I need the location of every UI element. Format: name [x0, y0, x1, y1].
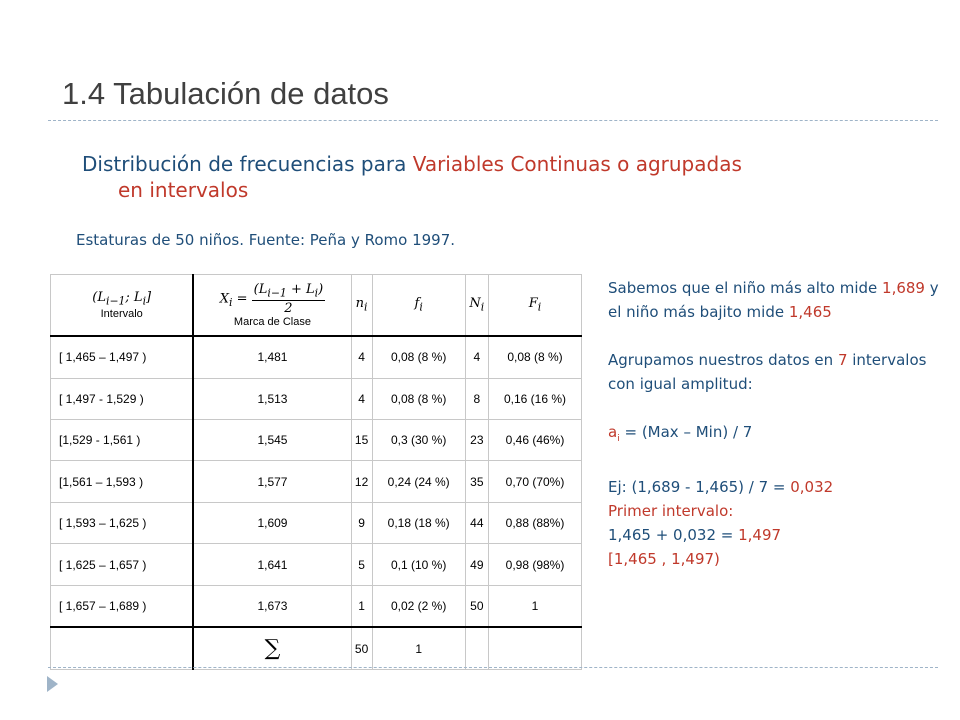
- cell-interval: [ 1,497 - 1,529 ): [51, 378, 194, 419]
- cell-ni: 4: [351, 336, 372, 378]
- cell-fi: 0,24 (24 %): [372, 461, 465, 502]
- cell-ni: 9: [351, 502, 372, 543]
- sum-symbol: ∑: [193, 627, 351, 669]
- header-class-mark: $X_i$ = $\frac{(L_{i-1} + L_i)}{2}$ Marca de Clase: [193, 275, 351, 337]
- cell-class-mark: 1,641: [193, 544, 351, 585]
- total-ni: 50: [351, 627, 372, 669]
- cell-Ni: 49: [465, 544, 488, 585]
- cell-ni: 4: [351, 378, 372, 419]
- first-interval-label: Primer intervalo:: [608, 502, 734, 520]
- first-interval-value: [1,465 , 1,497): [608, 550, 720, 568]
- range-note: Sabemos que el niño más alto mide 1,689 y el niño más bajito mide 1,465: [608, 279, 939, 321]
- amplitude-formula: $a_i = (Max - Min) / 7$: [608, 423, 753, 444]
- cell-ni: 1: [351, 585, 372, 627]
- total-empty-Ni: [465, 627, 488, 669]
- cell-class-mark: 1,513: [193, 378, 351, 419]
- cell-ni: 5: [351, 544, 372, 585]
- cell-interval: [ 1,625 – 1,657 ): [51, 544, 194, 585]
- cell-ni: 15: [351, 419, 372, 460]
- subtitle: [82, 151, 882, 203]
- cell-Ni: 35: [465, 461, 488, 502]
- table-row: [51, 585, 582, 627]
- page-title: 1.4 Tabulación de datos: [62, 76, 389, 111]
- table-header-row: [51, 275, 582, 337]
- cell-class-mark: 1,545: [193, 419, 351, 460]
- table-row: [51, 502, 582, 543]
- top-divider: [48, 120, 938, 121]
- cell-interval: [ 1,593 – 1,625 ): [51, 502, 194, 543]
- cell-class-mark: 1,673: [193, 585, 351, 627]
- first-interval-calc: 1,465 + 0,032 = 1,497: [608, 526, 782, 544]
- subtitle-highlight: Variables Continuas o agrupadas: [412, 152, 742, 176]
- total-fi: 1: [372, 627, 465, 669]
- cell-Fi: 0,70 (70%): [489, 461, 582, 502]
- header-Ni: $N_i$: [465, 275, 488, 337]
- slide-marker-icon: [47, 676, 58, 692]
- cell-fi: 0,18 (18 %): [372, 502, 465, 543]
- cell-class-mark: 1,481: [193, 336, 351, 378]
- frequency-table: [50, 274, 582, 670]
- subtitle-continuation: en intervalos: [118, 178, 249, 202]
- cell-class-mark: 1,609: [193, 502, 351, 543]
- cell-ni: 12: [351, 461, 372, 502]
- cell-interval: [ 1,657 – 1,689 ): [51, 585, 194, 627]
- bottom-divider: [48, 667, 938, 668]
- total-empty-Fi: [489, 627, 582, 669]
- cell-fi: 0,08 (8 %): [372, 378, 465, 419]
- subtitle-text: Distribución de frecuencias para: [82, 152, 413, 176]
- cell-Ni: 8: [465, 378, 488, 419]
- grouping-note: Agrupamos nuestros datos en 7 intervalos con igual amplitud:: [608, 351, 927, 393]
- header-Fi: $F_i$: [489, 275, 582, 337]
- cell-Fi: 0,88 (88%): [489, 502, 582, 543]
- cell-Fi: 1: [489, 585, 582, 627]
- cell-Ni: 4: [465, 336, 488, 378]
- table-row: [51, 419, 582, 460]
- data-source: Estaturas de 50 niños. Fuente: Peña y Romo 1997.: [76, 231, 456, 249]
- cell-Fi: 0,98 (98%): [489, 544, 582, 585]
- cell-fi: 0,02 (2 %): [372, 585, 465, 627]
- total-empty: [51, 627, 194, 669]
- header-fi: $f_i$: [372, 275, 465, 337]
- header-ni: $n_i$: [351, 275, 372, 337]
- cell-Fi: 0,08 (8 %): [489, 336, 582, 378]
- cell-interval: [1,529 - 1,561 ): [51, 419, 194, 460]
- example-calc: Ej: (1,689 - 1,465) / 7 = 0,032: [608, 478, 834, 496]
- table-row: [51, 378, 582, 419]
- header-interval: ($L_{i-1}$; $L_i$] Intervalo: [51, 275, 194, 337]
- cell-Ni: 23: [465, 419, 488, 460]
- cell-Fi: 0,16 (16 %): [489, 378, 582, 419]
- cell-Ni: 50: [465, 585, 488, 627]
- cell-interval: [1,561 – 1,593 ): [51, 461, 194, 502]
- cell-interval: [ 1,465 – 1,497 ): [51, 336, 194, 378]
- table-row: [51, 336, 582, 378]
- cell-fi: 0,1 (10 %): [372, 544, 465, 585]
- table-total-row: [51, 627, 582, 669]
- cell-Ni: 44: [465, 502, 488, 543]
- cell-fi: 0,3 (30 %): [372, 419, 465, 460]
- cell-fi: 0,08 (8 %): [372, 336, 465, 378]
- cell-Fi: 0,46 (46%): [489, 419, 582, 460]
- explanation-panel: [608, 276, 948, 571]
- cell-class-mark: 1,577: [193, 461, 351, 502]
- table-row: [51, 544, 582, 585]
- table-row: [51, 461, 582, 502]
